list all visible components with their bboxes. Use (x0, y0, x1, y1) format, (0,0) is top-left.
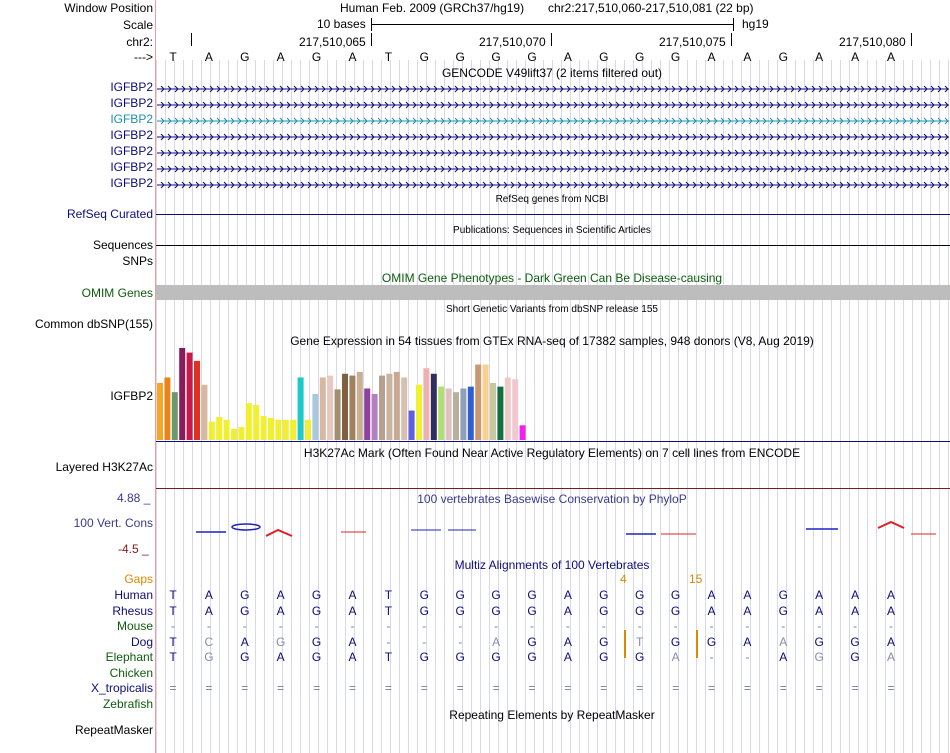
gtex-tissue-bar[interactable] (357, 372, 363, 440)
transcript-arrows (157, 166, 949, 172)
transcript-arrows (157, 150, 949, 156)
aligned-base: - (386, 634, 391, 649)
gencode-transcript-line[interactable] (157, 148, 949, 158)
aligned-base: - (745, 650, 750, 664)
species-label[interactable]: Elephant (105, 650, 153, 664)
reference-base: G (455, 50, 465, 64)
strand-label: ---> (134, 50, 153, 64)
gtex-tissue-bar[interactable] (179, 348, 185, 440)
aligned-base: A (204, 588, 213, 602)
aligned-base: = (313, 681, 321, 695)
reference-base: G (635, 50, 645, 64)
aligned-base: = (420, 681, 428, 695)
aligned-base: = (277, 681, 285, 695)
aligned-base: G (240, 603, 250, 618)
gencode-transcript-line[interactable] (157, 132, 949, 142)
aligned-base: - (601, 619, 606, 633)
aligned-base: - (565, 619, 570, 633)
gtex-tissue-bar[interactable] (349, 376, 355, 440)
gtex-tissue-bar[interactable] (320, 377, 326, 440)
gtex-tissue-bar[interactable] (201, 385, 207, 440)
transcript-arrows (157, 134, 949, 140)
gtex-tissue-bar[interactable] (475, 365, 481, 440)
reference-base: A (743, 50, 752, 64)
aligned-base: - (745, 619, 750, 633)
gencode-gene-label[interactable]: IGFBP2 (110, 160, 153, 174)
aligned-base: - (171, 619, 175, 633)
aligned-base: A (743, 588, 752, 602)
gencode-gene-label[interactable]: IGFBP2 (110, 80, 153, 94)
aligned-base: = (348, 681, 357, 695)
gencode-gene-label[interactable]: IGFBP2 (110, 112, 153, 126)
aligned-base: - (889, 619, 893, 633)
reference-base: G (599, 50, 609, 64)
aligned-base: G (311, 588, 322, 602)
aligned-base: = (743, 681, 751, 695)
scale-bar (371, 24, 733, 25)
gtex-tissue-bar[interactable] (216, 417, 222, 440)
aligned-base: = (779, 681, 787, 695)
aligned-base: G (491, 588, 501, 602)
aligned-base: A (563, 603, 572, 618)
reference-base: G (311, 50, 322, 64)
gtex-track-title[interactable]: Gene Expression in 54 tissues from GTEx RNA-seq of 17382 samples, 948 donors (V8, Aug 2019) (290, 334, 814, 348)
chrom-tick (731, 33, 732, 46)
aligned-base: A (779, 650, 788, 664)
gtex-tissue-bar[interactable] (261, 416, 267, 440)
aligned-base: A (707, 603, 716, 618)
aligned-base: A (815, 588, 824, 602)
reference-base: A (886, 50, 896, 64)
species-label[interactable]: X_tropicalis (90, 681, 153, 695)
gtex-tissue-bar[interactable] (497, 387, 503, 440)
gencode-transcript-line[interactable] (157, 164, 949, 174)
aligned-base: - (781, 619, 786, 633)
aligned-base: G (311, 603, 322, 618)
gtex-tissue-bar[interactable] (453, 392, 459, 440)
gencode-gene-label[interactable]: IGFBP2 (110, 144, 153, 158)
aligned-base: A (348, 588, 357, 602)
aligned-base: = (600, 681, 608, 695)
aligned-base: = (636, 681, 644, 695)
scale-bar-left-tick (371, 18, 372, 31)
chrom-label: chr2: (126, 35, 153, 49)
gtex-tissue-bar[interactable] (157, 383, 163, 440)
aligned-base: - (422, 634, 427, 649)
reference-base: G (419, 50, 429, 64)
conservation-track-title[interactable]: 100 vertebrates Basewise Conservation by PhyloP (417, 492, 687, 506)
gencode-transcript-line[interactable] (157, 84, 949, 94)
aligned-base: A (563, 634, 572, 649)
scale-bar-right-tick (733, 18, 734, 31)
h3k27ac-track-label[interactable]: Layered H3K27Ac (55, 460, 153, 474)
gtex-tissue-bar[interactable] (490, 383, 496, 440)
aligned-base: G (527, 588, 537, 602)
aligned-base: G (455, 650, 465, 664)
gtex-tissue-bar[interactable] (238, 427, 244, 440)
gtex-tissue-bar[interactable] (187, 353, 193, 440)
publications-track-title[interactable]: Publications: Sequences in Scientific Articles (453, 225, 651, 236)
aligned-base: A (276, 650, 285, 664)
gtex-tissue-bar[interactable] (335, 389, 341, 440)
gaps-label: Gaps (124, 572, 153, 586)
h3k27ac-baseline (156, 488, 950, 489)
gtex-tissue-bar[interactable] (401, 377, 407, 440)
aligned-base: = (564, 681, 572, 695)
aligned-base: G (670, 634, 681, 649)
omim-track-label[interactable]: OMIM Genes (81, 286, 153, 300)
aligned-base: G (599, 603, 609, 618)
aligned-base: - (673, 619, 678, 633)
aligned-base: T (384, 588, 393, 602)
aligned-base: A (886, 634, 896, 649)
gtex-tissue-bar[interactable] (431, 374, 437, 440)
refseq-feature-line[interactable] (156, 214, 950, 215)
gtex-track-label[interactable]: IGFBP2 (110, 389, 153, 403)
aligned-base: G (814, 634, 824, 649)
aligned-base: G (635, 603, 645, 618)
reference-base: G (240, 50, 250, 64)
scale-label: Scale (122, 18, 153, 32)
aligned-base: - (386, 619, 391, 633)
aligned-base: A (563, 588, 572, 602)
species-label[interactable]: Chicken (109, 665, 153, 680)
aligned-base: = (205, 681, 213, 695)
species-label[interactable]: Zebrafish (102, 696, 153, 711)
gtex-tissue-bar[interactable] (394, 372, 400, 440)
gtex-tissue-bar[interactable] (372, 394, 378, 440)
aligned-base: - (494, 619, 499, 633)
gtex-tissue-bar[interactable] (438, 387, 444, 440)
snps-label[interactable]: SNPs (122, 254, 153, 268)
aligned-base: A (743, 603, 752, 618)
region-text[interactable]: chr2:217,510,060-217,510,081 (22 bp) (548, 1, 754, 15)
gtex-tissue-bar[interactable] (209, 422, 215, 440)
species-label[interactable]: Mouse (116, 619, 153, 633)
gtex-tissue-bar[interactable] (164, 377, 170, 440)
reference-base: G (670, 50, 681, 64)
gtex-baseline (156, 441, 950, 442)
gtex-tissue-bar[interactable] (386, 374, 392, 440)
aligned-base: T (169, 650, 177, 664)
gencode-transcript-line[interactable] (157, 180, 949, 190)
aligned-base: G (527, 634, 537, 649)
gap-marker (624, 630, 626, 658)
aligned-base: C (204, 634, 214, 649)
aligned-base: A (348, 650, 357, 664)
reference-base: A (815, 50, 824, 64)
aligned-base: G (491, 650, 501, 664)
chrom-tick (911, 33, 912, 46)
aligned-base: T (169, 588, 177, 602)
aligned-base: G (311, 634, 322, 649)
aligned-base: A (886, 650, 896, 664)
gtex-tissue-bar[interactable] (409, 411, 415, 440)
aligned-base: A (851, 588, 860, 602)
aligned-base: T (384, 603, 393, 618)
gencode-gene-label[interactable]: IGFBP2 (110, 128, 153, 142)
aligned-base: A (348, 603, 357, 618)
gencode-transcript-line[interactable] (157, 100, 949, 110)
chrom-tick-label: 217,510,075 (659, 35, 726, 49)
refseq-track-label[interactable]: RefSeq Curated (66, 207, 153, 221)
aligned-base: A (492, 634, 501, 649)
dbsnp-track-label[interactable]: Common dbSNP(155) (34, 317, 153, 331)
aligned-base: A (851, 603, 860, 618)
aligned-base: A (348, 634, 357, 649)
reference-base: A (276, 50, 285, 64)
aligned-base: G (527, 650, 537, 664)
conservation-wiggle[interactable] (156, 518, 950, 542)
aligned-base: T (169, 603, 177, 618)
aligned-base: G (635, 588, 645, 602)
aligned-base: G (670, 588, 681, 602)
aligned-base: = (815, 681, 823, 695)
aligned-base: A (886, 588, 896, 602)
chrom-tick-label: 217,510,080 (839, 35, 906, 49)
gtex-tissue-bar[interactable] (483, 365, 489, 440)
reference-base: A (348, 50, 357, 64)
publications-feature-line[interactable] (156, 245, 950, 246)
gtex-tissue-bar[interactable] (505, 377, 511, 440)
gtex-tissue-bar[interactable] (224, 420, 230, 440)
gtex-tissue-bar[interactable] (327, 376, 333, 440)
chrom-tick-label: 217,510,065 (299, 35, 366, 49)
aligned-base: G (491, 603, 501, 618)
aligned-base: G (778, 588, 788, 602)
conservation-max: 4.88 _ (117, 491, 151, 505)
aligned-base: G (455, 603, 465, 618)
gtex-tissue-bar[interactable] (416, 385, 422, 440)
aligned-base: = (492, 681, 500, 695)
gtex-tissue-bar[interactable] (305, 420, 311, 440)
scale-text: 10 bases (317, 17, 366, 31)
aligned-base: = (528, 681, 536, 695)
aligned-base: A (240, 634, 249, 649)
aligned-base: A (204, 603, 213, 618)
aligned-base: A (707, 588, 716, 602)
aligned-base: = (241, 681, 249, 695)
aligned-base: - (530, 619, 534, 633)
gtex-tissue-bar[interactable] (231, 429, 237, 440)
aligned-base: A (671, 650, 680, 664)
aligned-base: = (672, 681, 680, 695)
aligned-base: G (419, 603, 429, 618)
aligned-base: - (350, 619, 355, 633)
aligned-base: G (240, 588, 250, 602)
aligned-base: G (204, 650, 214, 664)
h3k27ac-track-title[interactable]: H3K27Ac Mark (Often Found Near Active Regulatory Elements) on 7 cell lines from ENCODE (303, 446, 801, 460)
aligned-base: A (779, 634, 788, 649)
reference-base: T (384, 50, 393, 64)
scale-db: hg19 (742, 17, 769, 31)
aligned-base: - (422, 619, 427, 633)
reference-base: A (851, 50, 860, 64)
aligned-base: = (384, 681, 392, 695)
aligned-base: = (887, 681, 895, 695)
species-label[interactable]: Human (114, 588, 153, 602)
gtex-tissue-bar[interactable] (512, 379, 518, 440)
gtex-tissue-bar[interactable] (172, 392, 178, 440)
gtex-tissue-bar[interactable] (364, 388, 370, 440)
chrom-tick-label: 217,510,070 (479, 35, 546, 49)
gtex-bar-chart[interactable] (156, 346, 536, 442)
aligned-base: G (311, 650, 322, 664)
gap-value: 4 (620, 572, 627, 586)
transcript-arrows (157, 102, 949, 108)
gencode-transcript-line[interactable] (157, 116, 949, 126)
aligned-base: T (636, 634, 644, 649)
aligned-base: G (419, 650, 429, 664)
aligned-base: A (276, 603, 285, 618)
repeatmasker-track-title[interactable]: Repeating Elements by RepeatMasker (449, 708, 655, 722)
aligned-base: = (851, 681, 859, 695)
aligned-base: A (563, 650, 572, 664)
aligned-base: - (637, 619, 642, 633)
aligned-base: A (886, 603, 896, 618)
aligned-base: - (206, 619, 211, 633)
aligned-base: = (707, 681, 716, 695)
chrom-tick (551, 33, 552, 46)
species-label[interactable]: Dog (130, 634, 153, 649)
gtex-tissue-bar[interactable] (520, 425, 526, 440)
gtex-tissue-bar[interactable] (446, 388, 452, 440)
aligned-base: G (455, 588, 465, 602)
gencode-gene-label[interactable]: IGFBP2 (110, 96, 153, 110)
aligned-base: - (458, 619, 463, 633)
aligned-base: G (778, 603, 788, 618)
gtex-tissue-bar[interactable] (298, 377, 304, 440)
aligned-base: - (709, 619, 714, 633)
reference-base: A (707, 50, 716, 64)
aligned-base: G (599, 588, 609, 602)
reference-base: A (563, 50, 572, 64)
aligned-base: G (527, 603, 537, 618)
aligned-base: G (276, 634, 286, 649)
gtex-tissue-bar[interactable] (290, 420, 296, 440)
gtex-tissue-bar[interactable] (342, 374, 348, 440)
gtex-tissue-bar[interactable] (194, 361, 200, 440)
species-label[interactable]: Rhesus (112, 603, 153, 618)
gtex-tissue-bar[interactable] (312, 394, 318, 440)
aligned-base: G (419, 588, 429, 602)
dbsnp-track-title[interactable]: Short Genetic Variants from dbSNP release 155 (446, 304, 658, 315)
omim-track-title[interactable]: OMIM Gene Phenotypes - Dark Green Can Be Disease-causing (381, 271, 723, 285)
gtex-tissue-bar[interactable] (268, 418, 274, 440)
reference-base: G (491, 50, 501, 64)
reference-base: G (778, 50, 788, 64)
aligned-base: A (276, 588, 285, 602)
gtex-tissue-bar[interactable] (423, 368, 429, 440)
aligned-base: T (169, 634, 177, 649)
aligned-base: G (240, 650, 250, 664)
gtex-tissue-bar[interactable] (379, 376, 385, 440)
aligned-base: A (743, 634, 752, 649)
gtex-tissue-bar[interactable] (275, 420, 281, 440)
aligned-base: G (670, 603, 681, 618)
gtex-tissue-bar[interactable] (468, 387, 474, 440)
reference-base: T (169, 50, 177, 64)
repeatmasker-track-label[interactable]: RepeatMasker (74, 723, 153, 737)
gtex-tissue-bar[interactable] (253, 405, 259, 440)
transcript-arrows (157, 182, 949, 188)
refseq-track-title[interactable]: RefSeq genes from NCBI (495, 194, 609, 205)
conservation-track-label[interactable]: 100 Vert. Cons (73, 516, 153, 530)
gap-marker (696, 630, 698, 658)
aligned-base: G (599, 650, 609, 664)
reference-base: A (204, 50, 213, 64)
publications-track-label[interactable]: Sequences (92, 238, 153, 252)
aligned-base: - (817, 619, 822, 633)
window-position-label: Window Position (64, 1, 153, 15)
aligned-base: - (314, 619, 319, 633)
multiz-track-title[interactable]: Multiz Alignments of 100 Vertebrates (454, 558, 650, 572)
aligned-base: - (853, 619, 858, 633)
aligned-base: A (815, 603, 824, 618)
omim-gene-bar[interactable] (156, 285, 950, 300)
aligned-base: = (169, 681, 177, 695)
chrom-tick (191, 33, 192, 46)
aligned-base: G (814, 650, 824, 664)
gtex-tissue-bar[interactable] (460, 388, 466, 440)
gencode-gene-label[interactable]: IGFBP2 (110, 176, 153, 190)
aligned-base: G (850, 634, 860, 649)
aligned-base: G (706, 634, 717, 649)
aligned-base: - (458, 634, 463, 649)
gtex-tissue-bar[interactable] (246, 403, 252, 440)
transcript-arrows (157, 86, 949, 92)
assembly-text: Human Feb. 2009 (GRCh37/hg19) (340, 1, 525, 15)
reference-base: G (527, 50, 537, 64)
aligned-base: G (599, 634, 609, 649)
gtex-tissue-bar[interactable] (283, 420, 289, 440)
aligned-base: G (850, 650, 860, 664)
chrom-tick (371, 33, 372, 46)
conservation-min: -4.5 _ (118, 542, 149, 556)
aligned-base: T (384, 650, 393, 664)
aligned-base: - (278, 619, 283, 633)
transcript-arrows (157, 118, 949, 124)
aligned-base: G (635, 650, 645, 664)
aligned-base: - (242, 619, 247, 633)
aligned-base: = (456, 681, 464, 695)
aligned-base: - (709, 650, 714, 664)
gencode-track-title[interactable]: GENCODE V49lift37 (2 items filtered out) (441, 66, 663, 80)
gap-value: 15 (689, 572, 703, 586)
